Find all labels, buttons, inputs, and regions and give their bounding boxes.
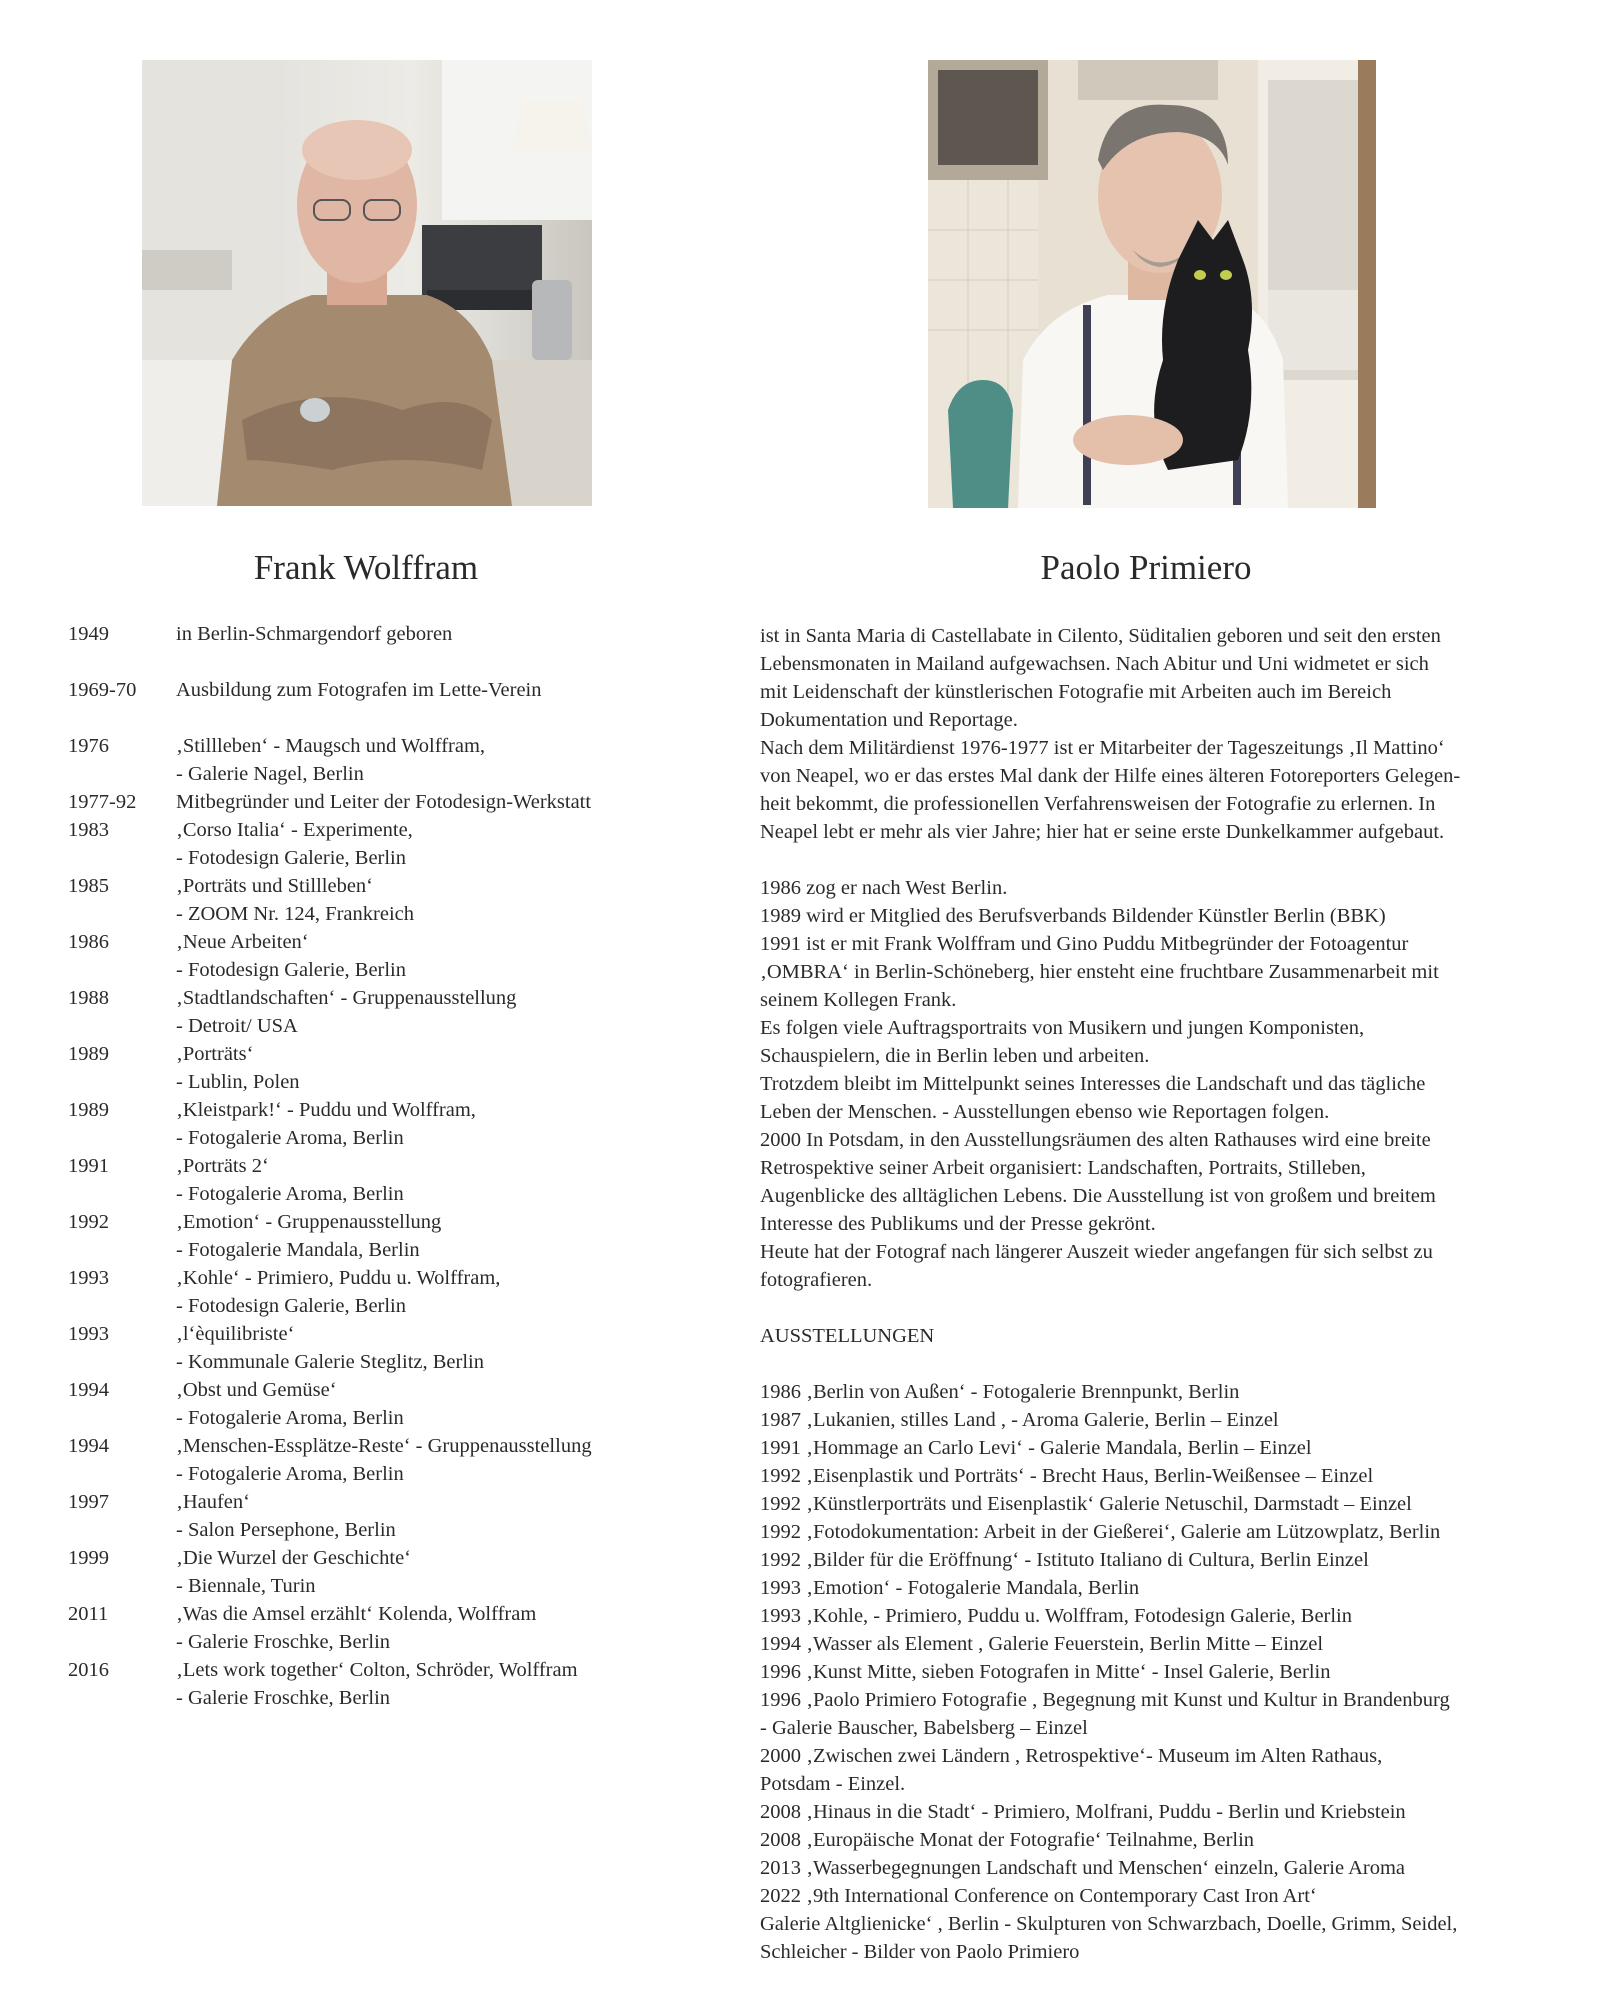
biography-line: 1993 ‚Emotion‘ - Fotogalerie Mandala, Berlin [760, 1577, 1140, 1599]
timeline-description-line: ‚Corso Italia‘ - Experimente, [176, 819, 413, 841]
timeline-description-line: ‚Kleistpark!‘ - Puddu und Wolffram, [176, 1099, 476, 1121]
biography-line: Lebensmonaten in Mailand aufgewachsen. Nach Abitur und Uni widmetet er sich [760, 653, 1429, 675]
biography-line: 1992 ‚Fotodokumentation: Arbeit in der Gießerei‘, Galerie am Lützowplatz, Berlin [760, 1521, 1441, 1543]
biography-line: Schauspielern, die in Berlin leben und arbeiten. [760, 1045, 1150, 1067]
biography-line: 1991 ist er mit Frank Wolffram und Gino Puddu Mitbegründer der Fotoagentur [760, 933, 1409, 955]
biography-line: Nach dem Militärdienst 1976-1977 ist er Mitarbeiter der Tageszeitungs ‚Il Mattino‘ [760, 737, 1445, 759]
timeline-description-line: - Biennale, Turin [176, 1575, 316, 1597]
timeline-description [176, 1544, 708, 1600]
timeline-year: 1997 [68, 1491, 109, 1513]
section-heading-exhibitions: AUSSTELLUNGEN [760, 1325, 935, 1347]
timeline-description [176, 1096, 708, 1152]
biography-line: fotografieren. [760, 1269, 873, 1291]
timeline-year: 1994 [68, 1379, 109, 1401]
biography-line: 2008 ‚Europäische Monat der Fotografie‘ Teilnahme, Berlin [760, 1829, 1255, 1851]
timeline-description [176, 1264, 708, 1320]
timeline-year: 2011 [68, 1603, 109, 1625]
timeline-description-line: ‚Stadtlandschaften‘ - Gruppenausstellung [176, 987, 517, 1009]
timeline-description-line: ‚Neue Arbeiten‘ [176, 931, 309, 953]
biography-line: mit Leidenschaft der künstlerischen Fotografie mit Arbeiten auch im Bereich [760, 681, 1392, 703]
biography-line: Retrospektive seiner Arbeit organisiert: Landschaften, Portraits, Stilleben, [760, 1157, 1366, 1179]
timeline-entry [68, 1432, 708, 1488]
biography-line: Heute hat der Fotograf nach längerer Auszeit wieder angefangen für sich selbst zu [760, 1241, 1433, 1263]
name-paolo-primiero: Paolo Primiero [1040, 548, 1252, 587]
timeline-description-line: - Galerie Nagel, Berlin [176, 763, 364, 785]
timeline-description [176, 1600, 708, 1656]
biography-paolo [760, 622, 1560, 1966]
biography-line: Dokumentation und Reportage. [760, 709, 1018, 731]
timeline-description [176, 676, 708, 704]
biography-line: von Neapel, wo er das erstes Mal dank der Hilfe eines älteren Fotoreporters Gelegen- [760, 765, 1461, 787]
timeline-frank [68, 620, 708, 1712]
timeline-year: 1969-70 [68, 679, 137, 701]
biography-line: 1994 ‚Wasser als Element , Galerie Feuerstein, Berlin Mitte – Einzel [760, 1633, 1324, 1655]
timeline-description-line: ‚Porträts 2‘ [176, 1155, 269, 1177]
spacer [68, 704, 708, 732]
timeline-entry [68, 928, 708, 984]
biography-line: 1996 ‚Paolo Primiero Fotografie , Begegnung mit Kunst und Kultur in Brandenburg [760, 1689, 1450, 1711]
timeline-description-line: ‚Kohle‘ - Primiero, Puddu u. Wolffram, [176, 1267, 501, 1289]
biography-line: 1992 ‚Bilder für die Eröffnung‘ - Istituto Italiano di Cultura, Berlin Einzel [760, 1549, 1369, 1571]
timeline-description-line: - Fotogalerie Mandala, Berlin [176, 1239, 420, 1261]
biography-line: 1986 zog er nach West Berlin. [760, 877, 1008, 899]
timeline-description-line: - Salon Persephone, Berlin [176, 1519, 396, 1541]
timeline-entry [68, 732, 708, 788]
biography-line: 2000 ‚Zwischen zwei Ländern , Retrospektive‘- Museum im Alten Rathaus, [760, 1745, 1383, 1767]
biography-line: 1993 ‚Kohle, - Primiero, Puddu u. Wolffram, Fotodesign Galerie, Berlin [760, 1605, 1353, 1627]
timeline-description-line: ‚Die Wurzel der Geschichte‘ [176, 1547, 411, 1569]
timeline-description-line: - Fotogalerie Aroma, Berlin [176, 1127, 404, 1149]
timeline-description [176, 1488, 708, 1544]
spacer [68, 648, 708, 676]
timeline-description [176, 928, 708, 984]
portrait-photo-frank-icon [142, 60, 592, 506]
biography-line: Es folgen viele Auftragsportraits von Musikern und jungen Komponisten, [760, 1017, 1365, 1039]
timeline-entry [68, 1208, 708, 1264]
timeline-description-line: ‚Porträts‘ [176, 1043, 254, 1065]
timeline-description-line: - Fotodesign Galerie, Berlin [176, 1295, 407, 1317]
timeline-year: 1993 [68, 1267, 109, 1289]
timeline-description-line: ‚Menschen-Essplätze-Reste‘ - Gruppenausstellung [176, 1435, 592, 1457]
biography-line: 2022 ‚9th International Conference on Contemporary Cast Iron Art‘ [760, 1885, 1317, 1907]
timeline-entry [68, 788, 708, 816]
timeline-year: 2016 [68, 1659, 109, 1681]
timeline-description-line: Ausbildung zum Fotografen im Lette-Verein [176, 679, 542, 701]
timeline-description [176, 1152, 708, 1208]
timeline-description [176, 620, 708, 648]
timeline-description [176, 788, 708, 816]
timeline-year: 1989 [68, 1099, 109, 1121]
biography-line: 2013 ‚Wasserbegegnungen Landschaft und Menschen‘ einzeln, Galerie Aroma [760, 1857, 1406, 1879]
timeline-description-line: - Kommunale Galerie Steglitz, Berlin [176, 1351, 484, 1373]
timeline-description [176, 1432, 708, 1488]
timeline-description-line: - Fotodesign Galerie, Berlin [176, 959, 407, 981]
timeline-description [176, 1320, 708, 1376]
timeline-entry [68, 1096, 708, 1152]
biography-line: 2000 In Potsdam, in den Ausstellungsräumen des alten Rathauses wird eine breite [760, 1129, 1431, 1151]
timeline-description-line: ‚Lets work together‘ Colton, Schröder, Wolffram [176, 1659, 578, 1681]
timeline-description [176, 1208, 708, 1264]
biography-line: ‚OMBRA‘ in Berlin-Schöneberg, hier ensteht eine fruchtbare Zusammenarbeit mit [760, 961, 1439, 983]
timeline-entry [68, 1488, 708, 1544]
timeline-description-line: Mitbegründer und Leiter der Fotodesign-Werkstatt [176, 791, 592, 813]
timeline-description-line: - Galerie Froschke, Berlin [176, 1687, 391, 1709]
timeline-description [176, 984, 708, 1040]
biography-line: - Galerie Bauscher, Babelsberg – Einzel [760, 1717, 1088, 1739]
timeline-description-line: - Lublin, Polen [176, 1071, 300, 1093]
biography-line: Neapel lebt er mehr als vier Jahre; hier hat er seine erste Dunkelkammer aufgebaut. [760, 821, 1445, 843]
timeline-entry [68, 1376, 708, 1432]
timeline-description-line: - Fotogalerie Aroma, Berlin [176, 1407, 404, 1429]
timeline-description-line: ‚Stillleben‘ - Maugsch und Wolffram, [176, 735, 486, 757]
spacer [760, 1350, 1560, 1378]
timeline-year: 1992 [68, 1211, 109, 1233]
timeline-description-line: ‚Haufen‘ [176, 1491, 250, 1513]
biography-line: 1989 wird er Mitglied des Berufsverbands Bildender Künstler Berlin (BBK) [760, 905, 1386, 927]
timeline-description-line: - Fotogalerie Aroma, Berlin [176, 1183, 404, 1205]
timeline-entry [68, 1320, 708, 1376]
timeline-year: 1986 [68, 931, 109, 953]
timeline-year: 1983 [68, 819, 109, 841]
biography-line: Augenblicke des alltäglichen Lebens. Die Ausstellung ist von großem und breitem [760, 1185, 1436, 1207]
name-frank-wolffram: Frank Wolffram [253, 548, 479, 587]
timeline-description-line: - Fotogalerie Aroma, Berlin [176, 1463, 404, 1485]
timeline-year: 1999 [68, 1547, 109, 1569]
spacer [760, 846, 1560, 874]
timeline-entry [68, 1544, 708, 1600]
timeline-year: 1993 [68, 1323, 109, 1345]
timeline-year: 1988 [68, 987, 109, 1009]
timeline-year: 1989 [68, 1043, 109, 1065]
timeline-description-line: - Galerie Froschke, Berlin [176, 1631, 391, 1653]
biography-line: heit bekommt, die professionellen Verfahrensweisen der Fotografie zu erlernen. In [760, 793, 1436, 815]
timeline-description-line: in Berlin-Schmargendorf geboren [176, 623, 453, 645]
timeline-entry [68, 620, 708, 648]
timeline-description [176, 732, 708, 788]
timeline-entry [68, 816, 708, 872]
biography-line: 1996 ‚Kunst Mitte, sieben Fotografen in Mitte‘ - Insel Galerie, Berlin [760, 1661, 1331, 1683]
timeline-description [176, 1656, 708, 1712]
biography-line: Trotzdem bleibt im Mittelpunkt seines Interesses die Landschaft und das tägliche [760, 1073, 1426, 1095]
timeline-description-line: - Fotodesign Galerie, Berlin [176, 847, 407, 869]
timeline-description-line: ‚Porträts und Stillleben‘ [176, 875, 374, 897]
biography-line: ist in Santa Maria di Castellabate in Cilento, Süditalien geboren und seit den ersten [760, 625, 1441, 647]
biography-line: 1992 ‚Eisenplastik und Porträts‘ - Brecht Haus, Berlin-Weißensee – Einzel [760, 1465, 1374, 1487]
portrait-photo-paolo-with-cat [928, 60, 1376, 508]
timeline-year: 1994 [68, 1435, 109, 1457]
timeline-entry [68, 1264, 708, 1320]
timeline-description-line: - ZOOM Nr. 124, Frankreich [176, 903, 414, 925]
biography-line: Potsdam - Einzel. [760, 1773, 906, 1795]
biography-line: Leben der Menschen. - Ausstellungen ebenso wie Reportagen folgen. [760, 1101, 1330, 1123]
biography-line: 1992 ‚Künstlerporträts und Eisenplastik‘ Galerie Netuschil, Darmstadt – Einzel [760, 1493, 1412, 1515]
timeline-entry [68, 1656, 708, 1712]
timeline-description-line: ‚Emotion‘ - Gruppenausstellung [176, 1211, 442, 1233]
timeline-description [176, 1376, 708, 1432]
biography-line: Interesse des Publikums und der Presse gekrönt. [760, 1213, 1156, 1235]
timeline-description-line: ‚Obst und Gemüse‘ [176, 1379, 337, 1401]
timeline-year: 1985 [68, 875, 109, 897]
timeline-entry [68, 1152, 708, 1208]
timeline-description [176, 1040, 708, 1096]
portrait-photo-frank [142, 60, 592, 506]
timeline-entry [68, 676, 708, 704]
biography-line: 1991 ‚Hommage an Carlo Levi‘ - Galerie Mandala, Berlin – Einzel [760, 1437, 1312, 1459]
biography-line: seinem Kollegen Frank. [760, 989, 957, 1011]
timeline-description [176, 816, 708, 872]
biography-line: Galerie Altglienicke‘ , Berlin - Skulpturen von Schwarzbach, Doelle, Grimm, Seidel, [760, 1913, 1458, 1935]
timeline-entry [68, 872, 708, 928]
timeline-year: 1949 [68, 623, 109, 645]
timeline-year: 1977-92 [68, 791, 137, 813]
biography-line: 1987 ‚Lukanien, stilles Land , - Aroma Galerie, Berlin – Einzel [760, 1409, 1279, 1431]
timeline-entry [68, 984, 708, 1040]
spacer [760, 1294, 1560, 1322]
timeline-description [176, 872, 708, 928]
timeline-description-line: - Detroit/ USA [176, 1015, 298, 1037]
biography-line: 2008 ‚Hinaus in die Stadt‘ - Primiero, Molfrani, Puddu - Berlin und Kriebstein [760, 1801, 1406, 1823]
portrait-photo-paolo-icon [928, 60, 1376, 508]
biography-line: 1986 ‚Berlin von Außen‘ - Fotogalerie Brennpunkt, Berlin [760, 1381, 1240, 1403]
timeline-description-line: ‚l‘èquilibriste‘ [176, 1323, 295, 1345]
biography-line: Schleicher - Bilder von Paolo Primiero [760, 1941, 1080, 1963]
timeline-description-line: ‚Was die Amsel erzählt‘ Kolenda, Wolffram [176, 1603, 537, 1625]
timeline-year: 1976 [68, 735, 109, 757]
timeline-entry [68, 1600, 708, 1656]
timeline-year: 1991 [68, 1155, 109, 1177]
timeline-entry [68, 1040, 708, 1096]
